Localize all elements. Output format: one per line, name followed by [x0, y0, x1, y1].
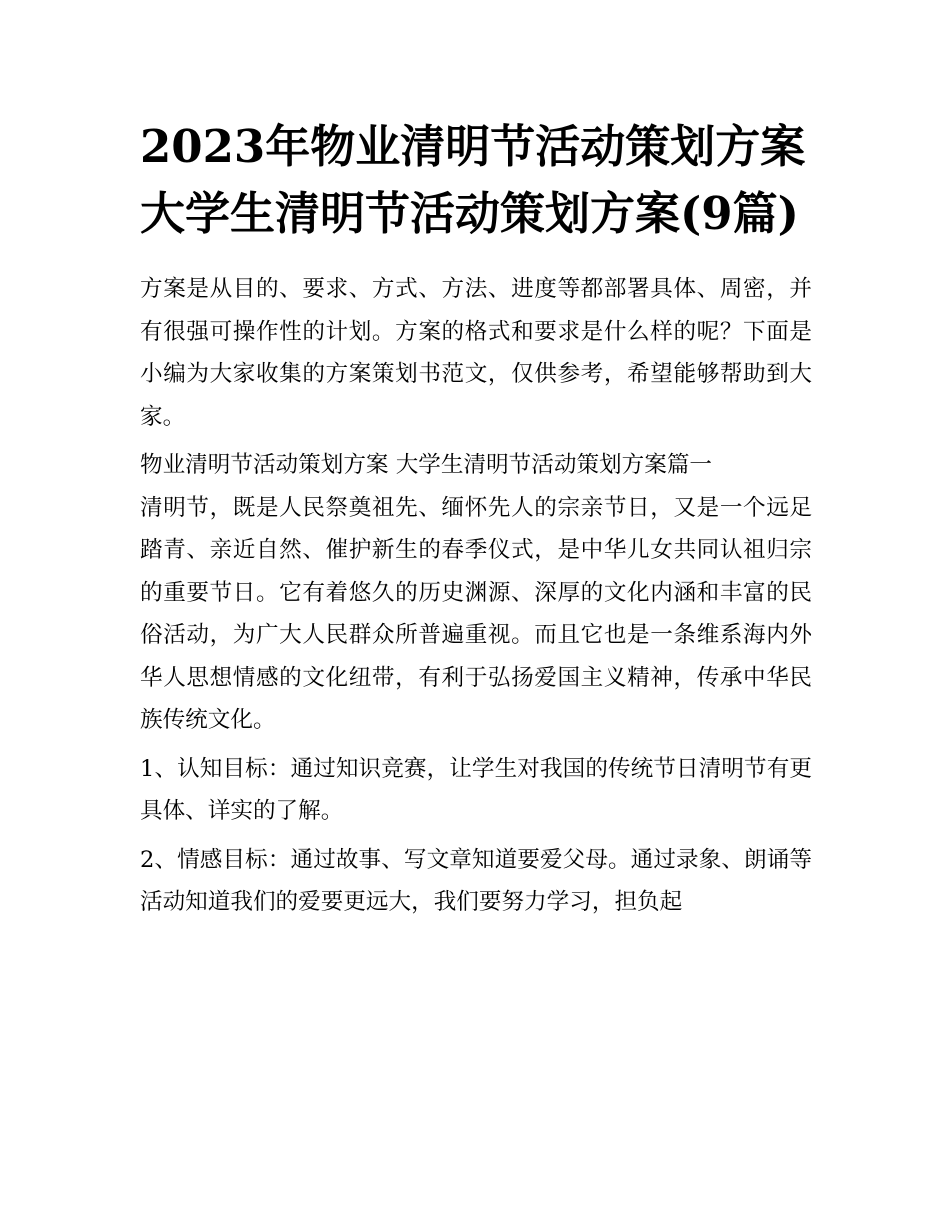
goal-item-cognitive: 1、认知目标：通过知识竞赛，让学生对我国的传统节日清明节有更具体、详实的了解。 — [140, 755, 812, 824]
document-title: 2023年物业清明节活动策划方案 大学生清明节活动策划方案(9篇) — [140, 120, 806, 240]
goal-item-emotional: 2、情感目标：通过故事、写文章知道要爱父母。通过录象、朗诵等活动知道我们的爱要更远大，我们要努力学习，担负起 — [140, 846, 812, 915]
document-body — [140, 113, 812, 924]
section-heading: 物业清明节活动策划方案 大学生清明节活动策划方案篇一 — [140, 452, 713, 478]
intro-paragraph: 方案是从目的、要求、方式、方法、进度等都部署具体、周密，并有很强可操作性的计划。方案的格式和要求是什么样的呢？下面是小编为大家收集的方案策划书范文，仅供参考，希望能够帮助到大家。 — [140, 276, 812, 430]
body-paragraph: 清明节，既是人民祭奠祖先、缅怀先人的宗亲节日，又是一个远足踏青、亲近自然、催护新生的春季仪式，是中华儿女共同认祖归宗的重要节日。它有着悠久的历史渊源、深厚的文化内涵和丰富的民俗活动，为广大人民群众所普遍重视。而且它也是一条维系海内外华人思想情感的文化纽带，有利于弘扬爱国主义精神，传承中华民族传统文化。 — [140, 494, 812, 733]
